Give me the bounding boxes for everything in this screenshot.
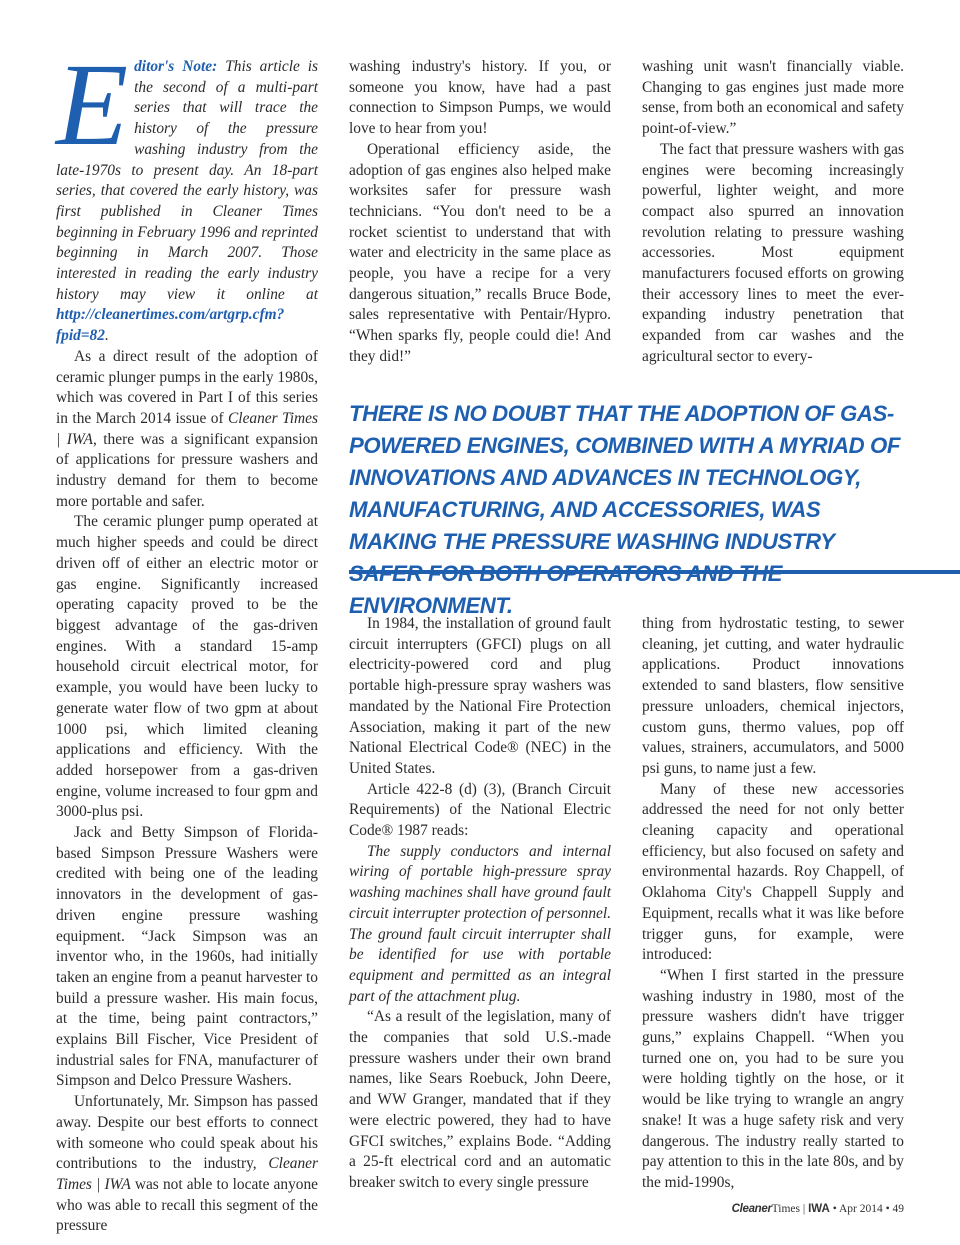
paragraph: In 1984, the installation of ground fault circuit interrupters (GFCI) plugs on all electricity-powered cord and plug portable high-pressure spray washers was mandated by the National Fire Protection Association, making it part of the new National Electrical Code® (NEC) in the United States. (349, 615, 611, 777)
code-excerpt: The supply conductors and internal wiring of portable high-pressure spray washing machines shall have ground fault circuit interrupter protection of personnel. The ground fault circuit interrupter shall be identified for use with portable equipment and permitted as an integral part of the attachment plug. (349, 842, 611, 1005)
article-column-2-bottom (349, 614, 611, 1194)
article-column-1 (56, 39, 318, 1237)
paragraph: washing unit wasn't financially viable. Changing to gas engines just made more sense, from both an economical and safety point-of-view.” (642, 58, 904, 138)
article-column-2-top (349, 57, 611, 368)
issue-and-page: • Apr 2014 • 49 (829, 1203, 904, 1215)
pull-quote-divider (349, 570, 960, 574)
paragraph: “When I first started in the pressure washing industry in 1980, most of the pressure washers didn't have trigger guns,” explains Chappell. “When you turned one on, you had to be sure you were holding tightly on the hose, or it would be like trying to wrangle an angry snake! It was a huge safety risk and very dangerous. The industry really started to pay attention to this in the late 80s, and by the mid-1990s, (642, 966, 904, 1191)
paragraph: “As a result of the legislation, many of the companies that sold U.S.-made pressure washers under their own brand names, like Sears Roebuck, John Deere, and WW Granger, mandated that if they were electric powered, they had to have GFCI switches,” explains Bode. “Adding a 25-ft electrical cord and an automatic breaker switch to every single pressure (349, 1008, 611, 1191)
editors-note: Editor's Note: This article is the second of a multi-part series that will trace the history of the pressure washing industry from the late-1970s to present day. An 18-part series, that covered the early history, was first published in Cleaner Times beginning in February 1996 and reprinted beginning in March 2007. Those interested in reading the early industry history may view it online at http://cleanertimes.com/artgrp.cfm?fpid=82. (56, 39, 318, 345)
magazine-name: Cleaner (731, 1203, 772, 1215)
paragraph: thing from hydrostatic testing, to sewer cleaning, jet cutting, and water hydraulic applications. Product innovations extended to sand blasters, flow sensitive pressure unloaders, chemical injectors, custom guns, thermo values, pop off values, strainers, accumulators, and 5000 psi guns, to name just a few. (642, 615, 904, 777)
archive-link[interactable]: http://cleanertimes.com/artgrp.cfm?fpid=82 (56, 306, 285, 345)
pull-quote: THERE IS NO DOUBT THAT THE ADOPTION OF GAS-POWERED ENGINES, COMBINED WITH A MYRIAD OF INNOVATIONS AND ADVANCES IN TECHNOLOGY, MANUFACTURING, AND ACCESSORIES, WAS MAKING THE PRESSURE WASHING INDUSTRY ENVIRONMENT. (349, 401, 901, 618)
paragraph: Operational efficiency aside, the adoption of gas engines also helped make worksites safer for pressure wash technicians. “You don't need to be a rocket scientist to understand that with water and electricity in the same place as people, you have a recipe for a very dangerous situation,” recalls Bruce Bode, sales representative with Pentair/Hypro. “When sparks fly, people could die! And they did!” (349, 140, 611, 365)
paragraph: The ceramic plunger pump operated at much higher speeds and could be direct driven off of either an electric motor or gas engine. Significantly increased operating capacity proved to be the biggest advantage of the gas-driven engines. With a standard 15-amp household circuit electrical motor, for example, you would have been lucky to generate water flow of two gpm at about 1000 psi, which limited cleaning applications and efficiency. With the added horsepower from a gas-driven engine, volume increased to four gpm and 3000-plus psi. (56, 513, 318, 821)
editors-note-label: ditor's Note: (134, 58, 218, 75)
paragraph: Unfortunately, Mr. Simpson has passed away. Despite our best efforts to connect with someone who could speak about his contributions to the industry, Cleaner Times | IWA was not able to locate anyone who was able to recall this segment of the pressure (56, 1093, 318, 1235)
article-column-3-bottom (642, 614, 904, 1194)
paragraph: Many of these new accessories addressed the need for not only better cleaning capacity and operational efficiency, but also focused on safety and environmental hazards. Roy Chappell, of Oklahoma City's Chappell Supply and Equipment, recalls what it was like before trigger guns, for example, were introduced: (642, 780, 904, 964)
paragraph: The fact that pressure washers with gas engines were becoming increasingly powerful, lighter weight, and more compact also spurred an innovation revolution relating to pressure washing accessories. Most equipment manufacturers focused efforts on growing their accessory lines to meet the ever-expanding industry penetration that expanded from car washes and the agricultural sector to every- (642, 140, 904, 365)
editors-note-text: This article is the second of a multi-part series that will trace the history of the pressure washing industry from the late-1970s to present day. An 18-part series, that covered the early history, was first published in Cleaner Times beginning in February 1996 and reprinted beginning in March 2007. Those interested in reading the early industry history may view it online at (56, 58, 318, 303)
paragraph: Article 422-8 (d) (3), (Branch Circuit Requirements) of the National Electric Code® 1987 reads: (349, 780, 611, 840)
drop-cap: E (56, 39, 129, 170)
paragraph: Jack and Betty Simpson of Florida-based Simpson Pressure Washers were credited with being one of the leading innovators in the development of gas-driven engine pressure washing equipment. “Jack Simpson was an inventor who, in the 1960s, had initially taken an engine from a peanut harvester to build a pressure washer. His main focus, at the time, being paint contractors,” explains Bill Fischer, Vice President of industrial sales for FNA, manufacturer of Simpson and Delco Pressure Washers. (56, 824, 318, 1090)
article-column-3-top (642, 57, 904, 368)
paragraph: As a direct result of the adoption of ceramic plunger pumps in the early 1980s, which was covered in Part I of this series in the March 2014 issue of Cleaner Times | IWA, there was a significant expansion of applications for pressure washers and industry demand for them to become more portable and safer. (56, 347, 318, 510)
paragraph: washing industry's history. If you, or someone you know, have had a past connection to Simpson Pumps, we would love to hear from you! (349, 58, 611, 138)
page-footer: CleanerTimes | IWA • Apr 2014 • 49 (731, 1203, 904, 1215)
